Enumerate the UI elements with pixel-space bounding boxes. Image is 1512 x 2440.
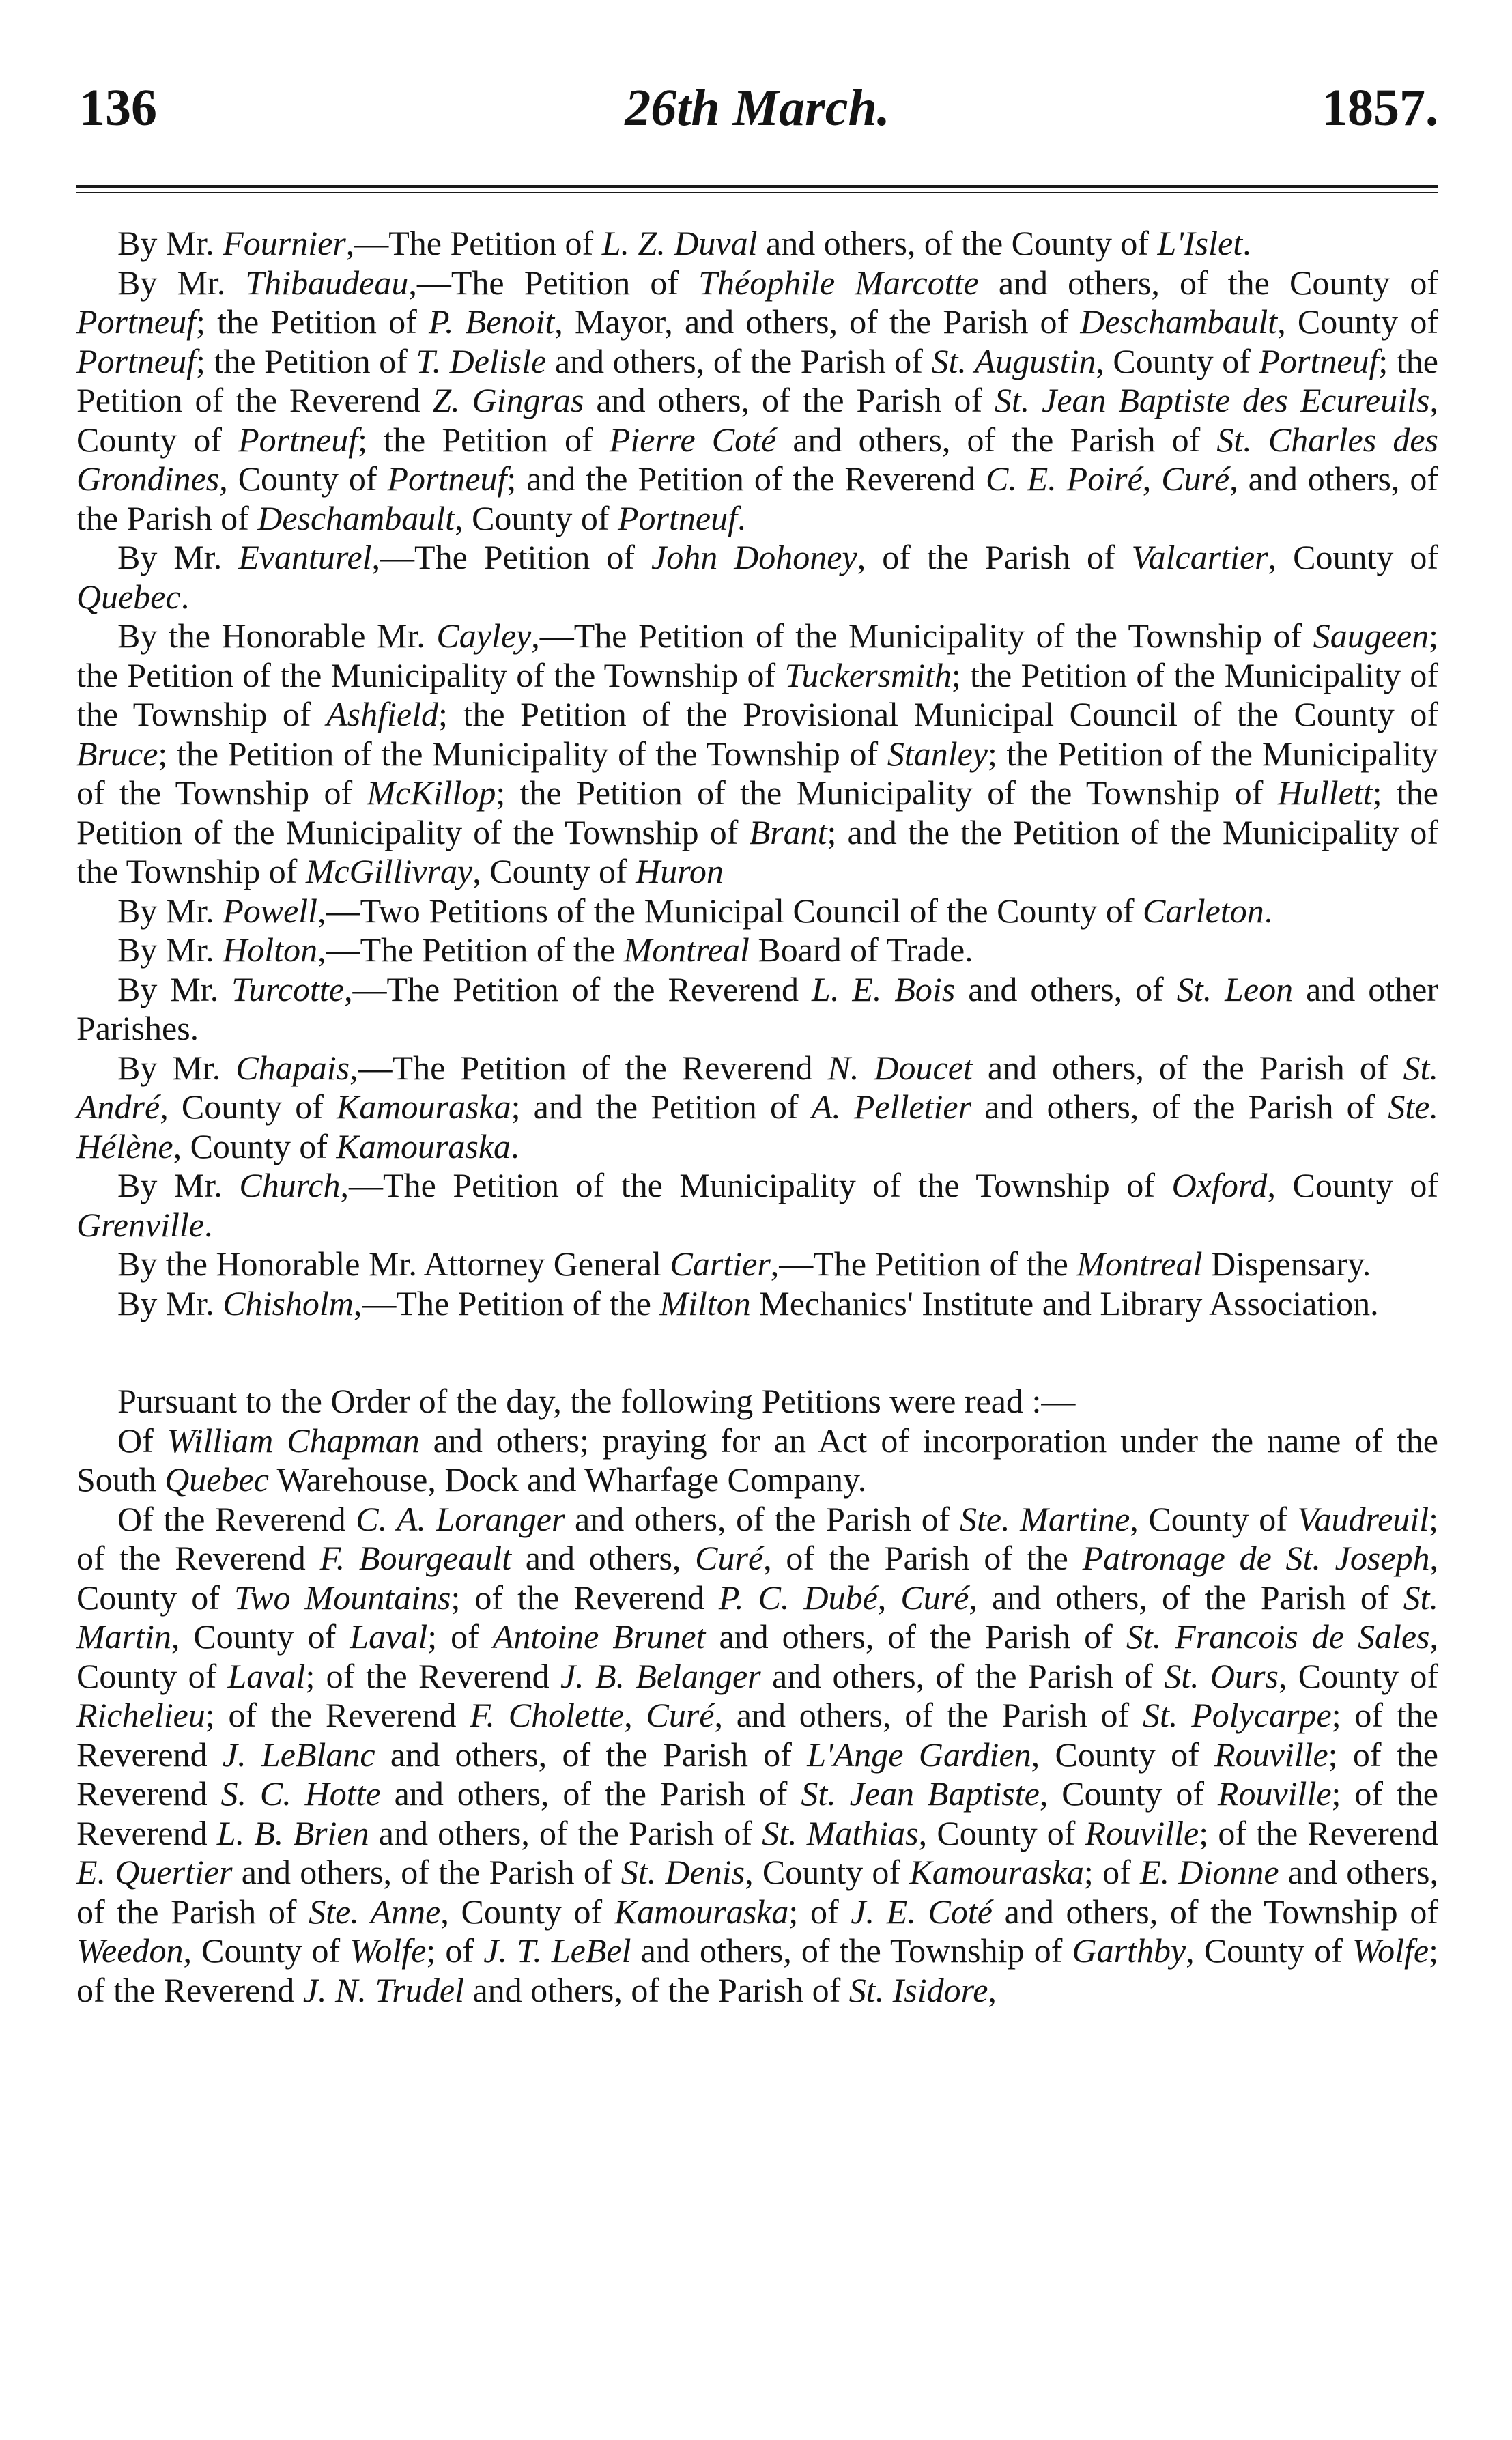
- italic-run: William Chapman: [167, 1421, 420, 1460]
- italic-run: Garthby: [1072, 1931, 1186, 1970]
- text-run: , County of: [1268, 538, 1439, 576]
- italic-run: Patronage de St. Joseph: [1082, 1539, 1430, 1577]
- text-run: ,—The Petition of the: [317, 931, 624, 969]
- italic-run: Wolfe: [350, 1931, 427, 1970]
- text-run: , County of: [76, 1617, 1439, 1695]
- text-run: ,: [1142, 459, 1162, 498]
- text-run: , County of: [1031, 1735, 1215, 1774]
- paragraph: [76, 1284, 1438, 1324]
- italic-run: St. Jean Baptiste des Ecureuils: [994, 381, 1430, 419]
- text-run: and others, of the Parish of: [971, 1088, 1388, 1126]
- text-run: and others, of the Township of: [992, 1892, 1439, 1931]
- italic-run: L'Ange Gardien: [807, 1735, 1031, 1774]
- text-run: , Mayor, and others, of the Parish of: [554, 302, 1081, 341]
- italic-run: Rouville: [1214, 1735, 1328, 1774]
- text-run: ,—The Petition of: [345, 224, 602, 262]
- text-run: .: [737, 498, 746, 537]
- page-year: 1857.: [1322, 79, 1438, 137]
- italic-run: Tuckersmith: [784, 655, 952, 694]
- text-run: , County of: [173, 1126, 337, 1165]
- header-rule-thin: [76, 192, 1438, 193]
- text-run: ; the Petition of the Municipality of the Township of: [76, 616, 1438, 694]
- italic-run: Portneuf: [387, 459, 507, 498]
- italic-run: L. E. Bois: [812, 969, 956, 1008]
- paragraph: [76, 616, 1438, 892]
- italic-run: Portneuf: [1259, 341, 1379, 380]
- text-run: , County of: [472, 852, 636, 890]
- paragraph: [76, 1500, 1438, 2011]
- italic-run: Cartier: [670, 1245, 771, 1283]
- italic-run: Quebec: [76, 577, 181, 616]
- text-run: .: [1264, 891, 1273, 930]
- text-run: ; of the Reverend: [76, 1774, 1438, 1852]
- paragraph: [76, 892, 1438, 931]
- italic-run: Kamouraska: [336, 1126, 511, 1165]
- text-run: and others, of the Township of: [631, 1931, 1072, 1970]
- italic-run: St. Augustin: [931, 341, 1096, 380]
- text-run: ; of: [788, 1892, 851, 1931]
- italic-run: Kamouraska: [337, 1088, 511, 1126]
- text-run: and others, of: [955, 969, 1177, 1008]
- text-run: , and others, of the Parish of: [969, 1578, 1403, 1617]
- text-run: By Mr.: [117, 224, 223, 262]
- text-run: ; and the Petition of: [511, 1088, 812, 1126]
- text-run: .: [511, 1126, 519, 1165]
- italic-run: Laval: [350, 1617, 428, 1656]
- paragraph: [76, 264, 1438, 539]
- page-date: 26th March.: [625, 79, 890, 137]
- italic-run: Rouville: [1085, 1813, 1199, 1852]
- text-run: , and others, of the Parish of: [714, 1696, 1143, 1734]
- italic-run: Antoine Brunet: [492, 1617, 706, 1656]
- text-run: ; the Petition of the Municipality of the Township of: [496, 774, 1278, 812]
- text-run: ,—The Petition of the Reverend: [344, 969, 812, 1008]
- italic-run: Wolfe: [1352, 1931, 1429, 1970]
- text-run: ; of: [1083, 1853, 1141, 1891]
- text-run: , County of: [1186, 1931, 1353, 1970]
- italic-run: Powell: [223, 891, 318, 930]
- text-run: , County of: [76, 381, 1438, 459]
- italic-run: Rouville: [1217, 1774, 1332, 1813]
- italic-run: St. Ours: [1164, 1656, 1279, 1695]
- text-run: ,—The Petition of the: [770, 1245, 1077, 1283]
- italic-run: McGillivray: [305, 852, 473, 890]
- text-run: and others, of the Parish of: [546, 341, 932, 380]
- text-run: , County of: [183, 1931, 350, 1970]
- italic-run: Théophile Marcotte: [698, 263, 979, 302]
- italic-run: L. B. Brien: [216, 1813, 369, 1852]
- text-run: and others, of the Parish of: [463, 1970, 849, 2009]
- text-run: , County of: [1096, 341, 1259, 380]
- italic-run: Brant: [749, 812, 827, 851]
- italic-run: Saugeen: [1313, 616, 1429, 655]
- text-run: ; of the Reverend: [76, 1696, 1438, 1774]
- text-run: ; the Petition of the Reverend: [76, 341, 1438, 419]
- italic-run: Chisholm: [223, 1283, 354, 1322]
- italic-run: J. LeBlanc: [222, 1735, 375, 1774]
- italic-run: Weedon: [76, 1931, 184, 1970]
- text-run: By Mr.: [117, 1283, 223, 1322]
- italic-run: Hullett: [1277, 774, 1373, 812]
- italic-run: T. Delisle: [416, 341, 547, 380]
- italic-run: Ashfield: [326, 695, 438, 733]
- italic-run: Montreal: [623, 931, 750, 969]
- text-run: and others, of the Parish of: [584, 381, 995, 419]
- text-run: , County of: [745, 1853, 910, 1891]
- text-run: ,: [988, 1970, 997, 2009]
- italic-run: Ste. Anne: [309, 1892, 441, 1931]
- text-run: and others, of the Parish of: [705, 1617, 1126, 1656]
- text-run: ,: [624, 1696, 646, 1734]
- text-run: , County of: [918, 1813, 1085, 1852]
- italic-run: Ste. Martine: [959, 1499, 1130, 1538]
- italic-run: Fournier: [223, 224, 346, 262]
- text-run: ; and the Petition of the Reverend: [507, 459, 986, 498]
- italic-run: E. Quertier: [76, 1853, 233, 1891]
- italic-run: Bruce: [76, 734, 158, 773]
- page-number: 136: [79, 79, 157, 137]
- italic-run: Portneuf: [76, 302, 196, 341]
- italic-run: P. Benoit: [428, 302, 555, 341]
- italic-run: Laval: [227, 1656, 306, 1695]
- text-run: ; the Petition of: [358, 420, 610, 459]
- text-run: , and others, of the Parish of: [76, 459, 1439, 537]
- italic-run: C. E. Poiré: [985, 459, 1143, 498]
- text-run: and others, of the Parish of: [375, 1735, 808, 1774]
- text-run: and other Parishes.: [76, 969, 1438, 1047]
- italic-run: Two Mountains: [234, 1578, 451, 1617]
- italic-run: J. B. Belanger: [560, 1656, 761, 1695]
- text-run: ,: [877, 1578, 901, 1617]
- text-run: .: [1242, 224, 1251, 262]
- italic-run: St. Charles des Grondines: [76, 420, 1438, 498]
- text-run: , County of: [1278, 1656, 1438, 1695]
- text-run: ,—The Petition of the Reverend: [350, 1048, 828, 1087]
- italic-run: St. Isidore: [848, 1970, 988, 2009]
- text-run: .: [203, 1205, 213, 1244]
- italic-run: L'Islet: [1157, 224, 1243, 262]
- text-run: and others, of the Parish of: [760, 1656, 1165, 1695]
- text-run: , County of: [1039, 1774, 1218, 1813]
- italic-run: Curé: [646, 1696, 715, 1734]
- italic-run: F. Bourgeault: [319, 1539, 512, 1577]
- text-run: ; of the Reverend: [76, 1735, 1438, 1813]
- italic-run: L. Z. Duval: [601, 224, 758, 262]
- italic-run: A. Pelletier: [811, 1088, 972, 1126]
- italic-run: F. Cholette: [470, 1696, 625, 1734]
- text-run: , of the Parish of the: [763, 1539, 1083, 1577]
- paragraph: [76, 931, 1438, 970]
- italic-run: St. Denis: [621, 1853, 745, 1891]
- text-run: , County of: [219, 459, 388, 498]
- italic-run: Church: [239, 1166, 341, 1204]
- paragraph: [76, 1245, 1438, 1284]
- italic-run: Kamouraska: [614, 1892, 789, 1931]
- italic-run: McKillop: [367, 774, 496, 812]
- italic-run: Portneuf: [76, 341, 196, 380]
- italic-run: Pierre Coté: [609, 420, 777, 459]
- italic-run: Turcotte: [231, 969, 344, 1008]
- italic-run: Vaudreuil: [1297, 1499, 1429, 1538]
- text-run: , County of: [1267, 1166, 1438, 1204]
- text-run: , County of: [171, 1617, 350, 1656]
- text-run: , of the Parish of: [857, 538, 1132, 576]
- text-run: ; the Petition of the Municipality of the Township of: [76, 734, 1438, 812]
- text-run: , County of: [76, 1539, 1439, 1617]
- text-run: ; the Petition of: [195, 302, 429, 341]
- paragraph: [76, 1049, 1438, 1167]
- italic-run: J. T. LeBel: [483, 1931, 631, 1970]
- italic-run: St. Leon: [1176, 969, 1294, 1008]
- italic-run: Cayley: [436, 616, 532, 655]
- italic-run: E. Dionne: [1140, 1853, 1279, 1891]
- text-run: By the Honorable Mr.: [117, 616, 437, 655]
- paragraph: [76, 970, 1438, 1049]
- text-run: By Mr.: [117, 931, 223, 969]
- italic-run: Carleton: [1142, 891, 1264, 930]
- italic-run: J. N. Trudel: [302, 1970, 464, 2009]
- text-run: and others; praying for an Act of incorporation under the name of the South: [76, 1421, 1438, 1499]
- text-run: ; of the Reverend: [305, 1656, 560, 1695]
- italic-run: Z. Gingras: [432, 381, 584, 419]
- text-run: and others, of the Parish of: [232, 1853, 621, 1891]
- text-run: By Mr.: [117, 969, 232, 1008]
- text-run: ; of the Reverend: [76, 1931, 1438, 2009]
- text-run: Of: [117, 1421, 167, 1460]
- text-run: and others, of the Parish of: [565, 1499, 960, 1538]
- italic-run: J. E. Coté: [851, 1892, 993, 1931]
- italic-run: Milton: [659, 1283, 751, 1322]
- text-run: , County of: [455, 498, 618, 537]
- italic-run: Richelieu: [76, 1696, 205, 1734]
- italic-run: St. Francois de Sales: [1126, 1617, 1430, 1656]
- journal-page: [76, 68, 1439, 2009]
- text-run: and others, of the Parish of: [776, 420, 1217, 459]
- text-run: By the Honorable Mr. Attorney General: [117, 1245, 670, 1283]
- text-run: ; of: [426, 1931, 484, 1970]
- italic-run: Curé: [1161, 459, 1230, 498]
- italic-run: Holton: [223, 931, 318, 969]
- italic-run: Curé: [900, 1578, 969, 1617]
- header-rule-thick: [76, 185, 1438, 188]
- text-run: ; and the the Petition of the Municipality of the Township of: [76, 812, 1438, 890]
- text-run: ; the Petition of the Municipality of the Township of: [76, 655, 1438, 733]
- italic-run: St. Jean Baptiste: [801, 1774, 1040, 1813]
- text-run: and others,: [511, 1539, 696, 1577]
- paragraph: [76, 224, 1438, 264]
- text-run: ; of the Reverend: [451, 1578, 719, 1617]
- text-run: and others, of the Parish of: [369, 1813, 762, 1852]
- text-run: Board of Trade.: [749, 931, 973, 969]
- italic-run: P. C. Dubé: [718, 1578, 878, 1617]
- page-header: [76, 68, 1438, 137]
- paragraph: [76, 1421, 1438, 1500]
- text-run: , County of: [440, 1892, 614, 1931]
- italic-run: Ste. Hélène: [76, 1088, 1438, 1165]
- italic-run: St. Mathias: [762, 1813, 919, 1852]
- text-run: .: [180, 577, 190, 616]
- text-run: , County of: [160, 1088, 337, 1126]
- italic-run: Chapais: [236, 1048, 350, 1087]
- italic-run: Stanley: [887, 734, 988, 773]
- text-run: By Mr.: [117, 1048, 236, 1087]
- italic-run: C. A. Loranger: [356, 1499, 565, 1538]
- text-run: ; the Petition of the Municipality of the Township of: [158, 734, 887, 773]
- text-run: and others, of the County of: [978, 263, 1439, 302]
- text-run: and others, of the County of: [757, 224, 1158, 262]
- text-run: and others, of the Parish of: [380, 1774, 801, 1813]
- text-run: Warehouse, Dock and Wharfage Company.: [268, 1460, 867, 1499]
- text-run: By Mr.: [117, 1166, 240, 1204]
- paragraph: [76, 538, 1438, 616]
- italic-run: Portneuf: [238, 420, 358, 459]
- italic-run: Valcartier: [1131, 538, 1268, 576]
- text-run: ,—The Petition of the: [353, 1283, 660, 1322]
- italic-run: Deschambault: [257, 498, 455, 537]
- paragraph: [76, 1166, 1438, 1245]
- italic-run: Huron: [636, 852, 724, 890]
- text-run: ; of the Reverend: [1199, 1813, 1438, 1852]
- text-run: Of the Reverend: [117, 1499, 356, 1538]
- italic-run: Evanturel: [238, 538, 372, 576]
- italic-run: St. Martin: [76, 1578, 1439, 1656]
- text-run: ,—The Petition of: [408, 263, 699, 302]
- text-run: ; the Petition of the Provisional Municipal Council of the County of: [438, 695, 1438, 733]
- text-run: ; of the Reverend: [205, 1696, 470, 1734]
- italic-run: Thibaudeau: [245, 263, 409, 302]
- italic-run: Deschambault: [1080, 302, 1278, 341]
- text-run: Mechanics' Institute and Library Association.: [750, 1283, 1379, 1322]
- text-run: Dispensary.: [1202, 1245, 1371, 1283]
- italic-run: St. André: [76, 1048, 1438, 1126]
- text-run: ,—Two Petitions of the Municipal Council of the County of: [317, 891, 1143, 930]
- italic-run: Portneuf: [617, 498, 737, 537]
- italic-run: Curé: [695, 1539, 764, 1577]
- text-run: , County of: [1277, 302, 1438, 341]
- text-run: ; the Petition of the Municipality of the Township of: [76, 774, 1438, 851]
- text-run: ,—The Petition of the Municipality of the Township of: [531, 616, 1313, 655]
- text-run: By Mr.: [117, 891, 223, 930]
- text-run: ; of: [427, 1617, 493, 1656]
- text-run: , County of: [1130, 1499, 1298, 1538]
- italic-run: John Dohoney: [651, 538, 857, 576]
- text-run: ,—The Petition of the Municipality of the Township of: [340, 1166, 1172, 1204]
- text-run: Pursuant to the Order of the day, the following Petitions were read :—: [117, 1382, 1076, 1420]
- italic-run: Kamouraska: [909, 1853, 1084, 1891]
- body-text: [76, 224, 1438, 2010]
- italic-run: Grenville: [76, 1205, 204, 1244]
- italic-run: St. Polycarpe: [1143, 1696, 1332, 1734]
- text-run: ,—The Petition of: [371, 538, 651, 576]
- text-run: By Mr.: [117, 538, 239, 576]
- italic-run: N. Doucet: [827, 1048, 973, 1087]
- text-run: ; of the Reverend: [76, 1499, 1438, 1577]
- italic-run: Montreal: [1076, 1245, 1203, 1283]
- italic-run: S. C. Hotte: [220, 1774, 381, 1813]
- text-run: By Mr.: [117, 263, 246, 302]
- text-run: and others, of the Parish of: [972, 1048, 1403, 1087]
- italic-run: Quebec: [165, 1460, 269, 1499]
- paragraph: [76, 1382, 1438, 1421]
- italic-run: Oxford: [1171, 1166, 1268, 1204]
- text-run: and others, of the Parish of: [76, 1853, 1438, 1931]
- text-run: ; the Petition of: [195, 341, 416, 380]
